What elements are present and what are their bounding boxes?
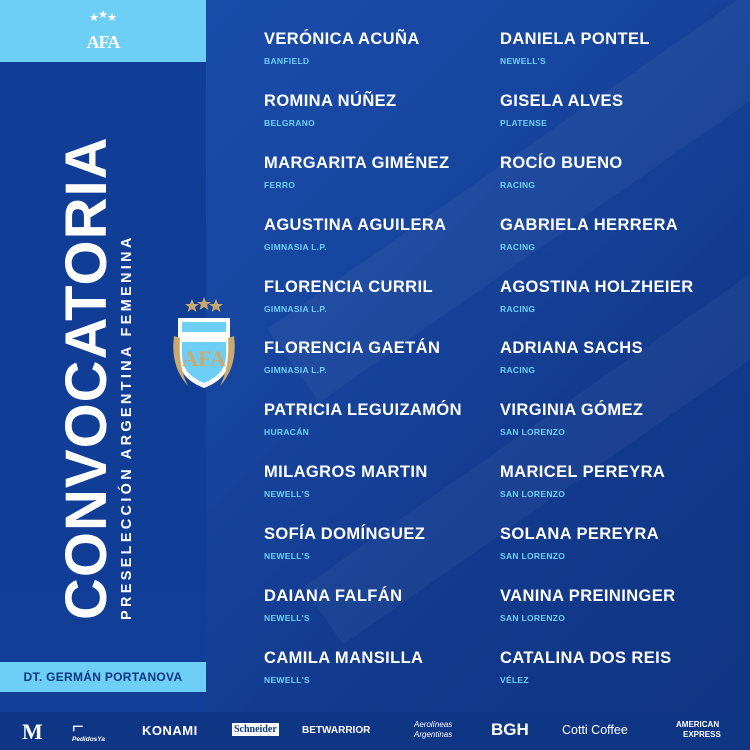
player-club: NEWELL'S [264,674,310,685]
player-club: SAN LORENZO [500,489,566,500]
player-item [500,585,694,647]
player-item [500,461,694,523]
player-club: BELGRANO [264,117,316,128]
player-name: FLORENCIA CURRIL [264,277,433,296]
player-club: PLATENSE [500,117,548,128]
subtitle-preseleccion: PRESELECCIÓN ARGENTINA FEMENINA [119,234,135,620]
player-club: HURACÁN [264,427,310,438]
player-item [264,214,462,276]
player-name: VANINA PREININGER [500,587,676,606]
player-club: RACING [500,303,536,314]
sponsor-cotti-coffee-logo: Cotti Coffee [562,723,628,737]
player-name: AGOSTINA HOLZHEIER [500,277,694,296]
player-club: NEWELL'S [264,613,310,624]
player-club: NEWELL'S [264,489,310,500]
player-name: SOLANA PEREYRA [500,525,660,544]
players-column-right [500,28,694,709]
player-club: SAN LORENZO [500,613,566,624]
player-name: MARGARITA GIMÉNEZ [264,153,450,172]
player-item [500,337,694,399]
sponsor-aerolineas-logo-line1: Aerolíneas [414,720,453,729]
sponsor-konami-logo: KONAMI [142,723,198,738]
player-name: DANIELA PONTEL [500,30,650,48]
player-name: MILAGROS MARTIN [264,463,428,482]
top-band [0,0,206,62]
sponsor-amex-logo-line1: AMERICAN [676,720,720,729]
player-name: CAMILA MANSILLA [264,648,424,667]
player-club: GIMNASIA L.P. [264,241,327,252]
player-item [264,337,462,399]
player-item [264,585,462,647]
player-club: GIMNASIA L.P. [264,365,327,376]
player-club: NEWELL'S [264,551,310,562]
player-name: FLORENCIA GAETÁN [264,339,441,358]
player-club: GIMNASIA L.P. [264,303,327,314]
player-item [500,523,694,585]
player-item [264,28,462,90]
player-name: SOFÍA DOMÍNGUEZ [264,525,426,544]
player-club: BANFIELD [264,56,310,66]
sponsor-bar [0,712,750,750]
coach-name: DT. GERMÁN PORTANOVA [23,670,183,684]
player-item [264,461,462,523]
sponsor-pedidosya-icon: ⌐ [72,716,84,738]
player-club: VÉLEZ [500,674,529,685]
player-item [500,399,694,461]
player-club: SAN LORENZO [500,551,566,562]
player-club: RACING [500,365,536,376]
player-name: MARICEL PEREYRA [500,463,666,482]
player-item [500,647,694,709]
sponsor-pedidosya-logo: PedidosYa [72,736,105,743]
afa-logo-text: AFA [86,32,120,52]
player-club: RACING [500,179,536,190]
player-name: GISELA ALVES [500,91,624,110]
title-convocatoria: CONVOCATORIA [54,136,119,620]
player-club: RACING [500,241,536,252]
player-name: ROMINA NÚÑEZ [264,91,397,110]
coach-band [0,662,206,692]
player-name: PATRICIA LEGUIZAMÓN [264,401,462,420]
player-item [264,152,462,214]
player-name: CATALINA DOS REIS [500,648,672,667]
player-name: DAIANA FALFÁN [264,587,403,606]
player-item [264,647,462,709]
player-item [264,276,462,338]
afa-crest-text: AFA [182,346,226,371]
player-club: FERRO [264,179,296,190]
player-name: ROCÍO BUENO [500,153,623,172]
sponsor-aerolineas-logo-line2: Argentinas [414,730,453,739]
afa-logo-icon [84,8,122,56]
afa-crest-icon [168,296,240,396]
player-name: AGUSTINA AGUILERA [264,215,447,234]
sponsor-bgh-logo: BGH [491,720,529,739]
sponsor-mcdonalds-logo: M [22,719,43,744]
player-name: GABRIELA HERRERA [500,215,679,234]
sponsor-amex-logo-line2: EXPRESS [683,730,721,739]
player-item [500,28,694,90]
player-item [264,523,462,585]
player-name: VERÓNICA ACUÑA [264,30,420,48]
player-name: VIRGINIA GÓMEZ [500,401,644,420]
sponsor-betwarrior-logo: BETWARRIOR [302,725,371,736]
player-item [500,152,694,214]
player-item [500,90,694,152]
players-column-left [264,28,462,709]
player-club: NEWELL'S [500,56,546,66]
player-item [264,399,462,461]
player-item [500,214,694,276]
player-club: SAN LORENZO [500,427,566,438]
player-item [264,90,462,152]
player-name: ADRIANA SACHS [500,339,644,358]
sponsor-schneider-logo: Schneider [234,724,277,735]
player-item [500,276,694,338]
